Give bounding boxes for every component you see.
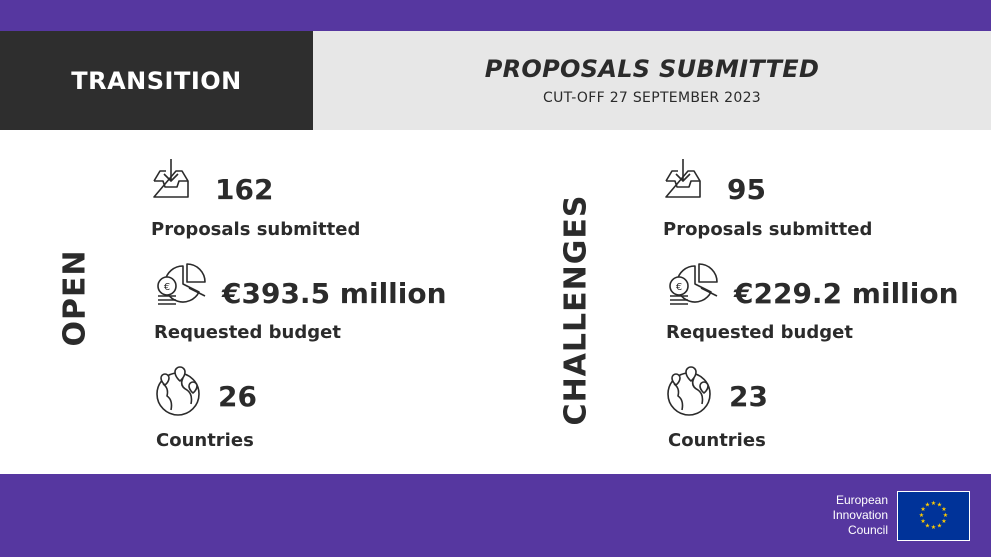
- eic-line-1: European: [835, 493, 888, 507]
- pie-chart-coins-icon: [665, 262, 721, 308]
- open-budget-label: Requested budget: [154, 322, 341, 343]
- svg-text:€: €: [163, 282, 171, 293]
- svg-text:€: €: [675, 282, 683, 293]
- eic-line-3: Council: [847, 523, 888, 537]
- svg-text:★: ★: [930, 524, 937, 531]
- top-bar: [0, 0, 991, 31]
- pie-chart-coins-icon: [153, 262, 209, 308]
- challenges-budget-value: €229.2 million: [734, 277, 959, 310]
- open-proposals-label: Proposals submitted: [151, 219, 361, 240]
- page-title: PROPOSALS SUBMITTED: [484, 55, 820, 83]
- svg-text:★: ★: [918, 512, 925, 519]
- open-countries-value: 26: [218, 380, 257, 413]
- challenges-countries-label: Countries: [668, 430, 766, 451]
- challenges-section-label: CHALLENGES: [558, 194, 594, 426]
- svg-text:★: ★: [941, 506, 947, 513]
- open-proposals-value: 162: [215, 173, 274, 206]
- svg-text:★: ★: [941, 518, 947, 525]
- svg-text:★: ★: [936, 501, 943, 509]
- eic-logo-text: [833, 493, 888, 538]
- title-header: [313, 31, 991, 130]
- page-subtitle: CUT-OFF 27 SEPTEMBER 2023: [543, 90, 761, 106]
- open-section-label: OPEN: [57, 249, 93, 347]
- svg-text:★: ★: [920, 518, 926, 525]
- svg-text:★: ★: [924, 522, 931, 530]
- eu-flag-icon: [897, 491, 970, 541]
- challenges-proposals-label: Proposals submitted: [663, 219, 873, 240]
- inbox-tray-icon: [663, 157, 703, 199]
- challenges-proposals-value: 95: [727, 173, 766, 206]
- inbox-tray-icon: [151, 157, 191, 199]
- section-label: TRANSITION: [71, 66, 242, 95]
- challenges-budget-label: Requested budget: [666, 322, 853, 343]
- svg-text:★: ★: [930, 500, 937, 507]
- svg-text:★: ★: [920, 506, 926, 513]
- svg-text:★: ★: [936, 522, 943, 530]
- challenges-countries-value: 23: [729, 380, 768, 413]
- svg-text:★: ★: [924, 501, 931, 509]
- open-countries-label: Countries: [156, 430, 254, 451]
- globe-pins-icon: [664, 366, 714, 418]
- eic-line-2: Innovation: [832, 508, 888, 522]
- svg-text:★: ★: [942, 512, 949, 519]
- section-header: [0, 31, 313, 130]
- globe-pins-icon: [153, 366, 203, 418]
- open-budget-value: €393.5 million: [222, 277, 447, 310]
